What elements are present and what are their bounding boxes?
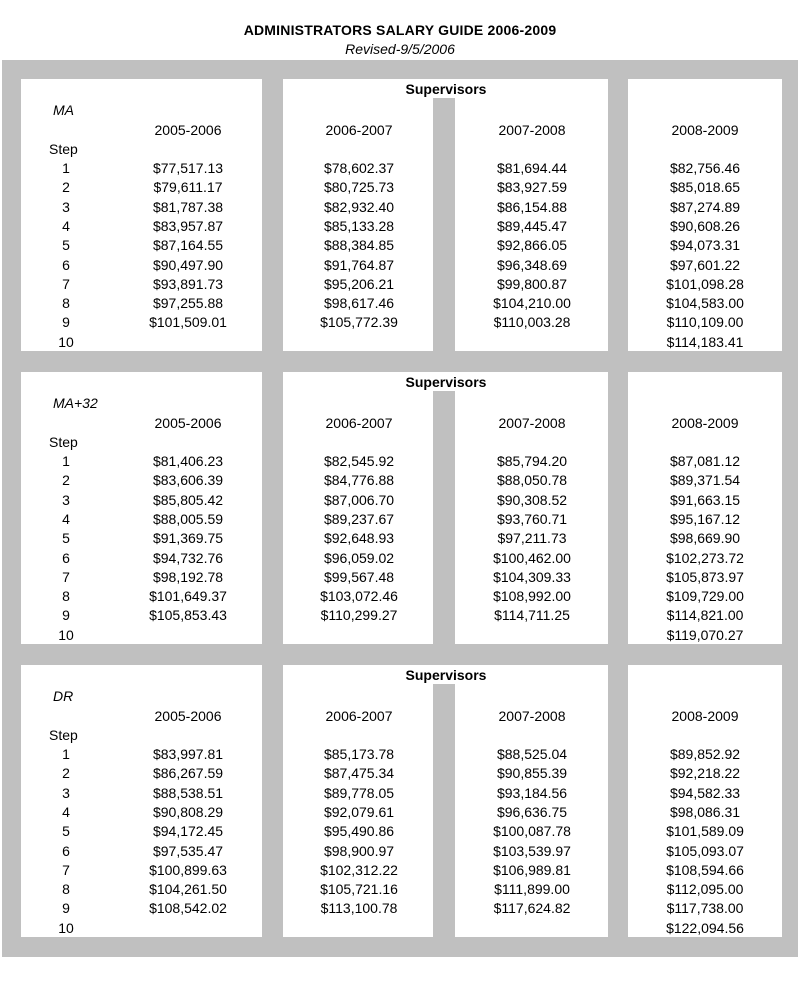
salary-cell: $86,154.88 [496,198,568,215]
step-number: 5 [62,530,70,547]
salary-cell: $98,617.46 [323,295,395,312]
section-panel [21,79,262,351]
salary-cell: $86,267.59 [152,765,224,782]
salary-cell: $98,086.31 [669,803,741,820]
salary-cell: $85,018.65 [669,179,741,196]
salary-cell: $104,309.33 [493,568,571,585]
step-number: 7 [62,861,70,878]
salary-cell: $109,729.00 [666,588,744,605]
salary-cell: $94,172.45 [152,823,224,840]
salary-cell: $81,787.38 [152,198,224,215]
salary-cell: $83,927.59 [496,179,568,196]
salary-cell: $85,805.42 [152,491,224,508]
section-heading: Supervisors [405,374,487,390]
salary-cell: $88,050.78 [496,472,568,489]
salary-cell: $85,173.78 [323,746,395,762]
salary-cell: $90,608.26 [669,217,741,234]
salary-cell: $110,109.00 [666,314,744,331]
salary-cell: $88,005.59 [152,510,224,527]
salary-cell: $87,164.55 [152,237,224,254]
page-subtitle: Revised-9/5/2006 [345,41,455,57]
step-number: 9 [62,607,70,624]
salary-cell: $117,624.82 [493,900,571,917]
salary-cell: $83,997.81 [152,746,224,762]
salary-cell: $105,093.07 [666,842,744,859]
salary-cell: $88,384.85 [323,237,395,254]
salary-cell: $96,636.75 [496,803,568,820]
salary-cell: $89,237.67 [323,510,395,527]
salary-cell: $117,738.00 [666,900,744,917]
salary-cell: $112,095.00 [666,881,744,898]
salary-cell: $93,760.71 [496,510,568,527]
year-header: 2005-2006 [154,415,222,431]
step-number: 4 [62,510,70,527]
step-number: 3 [62,198,70,215]
step-number: 2 [62,472,70,489]
salary-cell: $104,210.00 [493,295,571,312]
salary-cell: $102,273.72 [666,549,744,566]
salary-cell: $101,098.28 [666,275,744,292]
year-header: 2008-2009 [671,122,739,138]
salary-cell: $90,855.39 [496,765,568,782]
salary-cell: $81,406.23 [152,453,224,469]
salary-cell: $100,899.63 [149,861,227,878]
salary-cell: $105,873.97 [666,568,744,585]
section-label: MA [53,102,74,118]
salary-cell: $110,299.27 [320,607,398,624]
salary-cell: $100,462.00 [493,549,571,566]
salary-cell: $91,764.87 [323,256,395,273]
salary-cell: $105,853.43 [149,607,227,624]
step-number: 10 [58,626,74,643]
step-number: 4 [62,803,70,820]
salary-cell: $87,081.12 [669,453,741,469]
step-number: 8 [62,881,70,898]
salary-cell: $114,711.25 [494,607,570,624]
salary-cell: $82,545.92 [323,453,395,469]
salary-cell: $91,663.15 [669,491,741,508]
salary-cell: $96,348.69 [496,256,568,273]
step-number: 10 [58,333,74,350]
salary-cell: $82,756.46 [669,160,741,176]
salary-cell: $99,567.48 [323,568,395,585]
salary-cell: $105,772.39 [320,314,398,331]
salary-cell: $94,582.33 [669,784,741,801]
page-title: ADMINISTRATORS SALARY GUIDE 2006-2009 [243,22,557,38]
section-heading: Supervisors [405,81,487,97]
salary-cell: $78,602.37 [323,160,395,176]
salary-cell: $108,992.00 [493,588,571,605]
step-number: 2 [62,765,70,782]
salary-cell: $84,776.88 [323,472,395,489]
salary-cell: $108,542.02 [149,900,227,917]
year-header: 2008-2009 [671,415,739,431]
step-header: Step [49,434,78,450]
salary-cell: $98,669.90 [669,530,741,547]
salary-cell: $92,079.61 [323,803,395,820]
salary-cell: $110,003.28 [493,314,571,331]
step-number: 2 [62,179,70,196]
year-header: 2008-2009 [671,708,739,724]
step-number: 6 [62,842,70,859]
salary-cell: $104,583.00 [666,295,744,312]
salary-cell: $89,445.47 [496,217,568,234]
step-number: 1 [62,746,70,762]
salary-cell: $97,211.73 [497,530,567,547]
step-number: 6 [62,256,70,273]
salary-cell: $85,794.20 [496,453,568,469]
salary-cell: $89,371.54 [669,472,741,489]
year-header: 2005-2006 [154,708,222,724]
step-number: 6 [62,549,70,566]
salary-cell: $95,167.12 [669,510,741,527]
salary-cell: $85,133.28 [323,217,395,234]
salary-cell: $77,517.13 [152,160,224,176]
salary-cell: $93,891.73 [152,275,224,292]
salary-cell: $119,070.27 [666,626,744,643]
salary-cell: $104,261.50 [149,881,227,898]
step-number: 10 [58,919,74,936]
step-number: 7 [62,275,70,292]
salary-cell: $80,725.73 [323,179,395,196]
salary-cell: $103,072.46 [320,588,398,605]
step-number: 1 [62,160,70,176]
salary-cell: $95,490.86 [323,823,395,840]
salary-cell: $98,192.78 [152,568,224,585]
salary-cell: $87,006.70 [323,491,395,508]
salary-cell: $101,509.01 [149,314,227,331]
year-header: 2007-2008 [498,708,566,724]
salary-cell: $94,732.76 [152,549,224,566]
salary-cell: $97,601.22 [669,256,741,273]
salary-cell: $82,932.40 [323,198,395,215]
salary-cell: $81,694.44 [496,160,568,176]
salary-cell: $97,255.88 [152,295,224,312]
salary-cell: $83,957.87 [152,217,224,234]
salary-cell: $87,475.34 [323,765,395,782]
salary-cell: $83,606.39 [152,472,224,489]
salary-cell: $101,649.37 [149,588,227,605]
step-number: 9 [62,900,70,917]
salary-cell: $99,800.87 [496,275,568,292]
year-header: 2006-2007 [325,122,393,138]
section-heading: Supervisors [405,667,487,683]
year-header: 2006-2007 [325,708,393,724]
year-header: 2007-2008 [498,415,566,431]
salary-cell: $79,611.17 [153,179,223,196]
salary-cell: $114,183.41 [666,333,744,350]
salary-cell: $108,594.66 [666,861,744,878]
salary-cell: $90,308.52 [496,491,568,508]
salary-cell: $103,539.97 [493,842,571,859]
salary-cell: $95,206.21 [323,275,395,292]
step-number: 8 [62,588,70,605]
salary-cell: $114,821.00 [666,607,744,624]
year-header: 2006-2007 [325,415,393,431]
step-number: 5 [62,823,70,840]
salary-cell: $93,184.56 [496,784,568,801]
salary-cell: $113,100.78 [320,900,398,917]
step-number: 5 [62,237,70,254]
salary-cell: $98,900.97 [323,842,395,859]
salary-cell: $89,852.92 [669,746,741,762]
salary-cell: $106,989.81 [493,861,571,878]
step-number: 9 [62,314,70,331]
step-number: 1 [62,453,70,469]
year-header: 2005-2006 [154,122,222,138]
salary-cell: $97,535.47 [152,842,224,859]
step-header: Step [49,727,78,743]
salary-cell: $88,525.04 [496,746,568,762]
salary-cell: $102,312.22 [320,861,398,878]
salary-cell: $91,369.75 [152,530,224,547]
salary-cell: $101,589.09 [666,823,744,840]
salary-cell: $111,899.00 [494,881,570,898]
salary-cell: $88,538.51 [152,784,224,801]
step-number: 7 [62,568,70,585]
year-header: 2007-2008 [498,122,566,138]
salary-cell: $92,218.22 [669,765,741,782]
salary-cell: $90,808.29 [152,803,224,820]
salary-cell: $87,274.89 [669,198,741,215]
step-number: 4 [62,217,70,234]
salary-cell: $96,059.02 [323,549,395,566]
salary-cell: $100,087.78 [493,823,571,840]
salary-cell: $92,866.05 [496,237,568,254]
salary-cell: $90,497.90 [152,256,224,273]
section-label: MA+32 [53,395,98,411]
step-number: 8 [62,295,70,312]
salary-cell: $94,073.31 [669,237,741,254]
step-header: Step [49,141,78,157]
step-number: 3 [62,491,70,508]
salary-cell: $89,778.05 [323,784,395,801]
step-number: 3 [62,784,70,801]
salary-cell: $105,721.16 [320,881,398,898]
salary-cell: $92,648.93 [323,530,395,547]
section-label: DR [53,688,74,704]
salary-cell: $122,094.56 [666,919,744,936]
